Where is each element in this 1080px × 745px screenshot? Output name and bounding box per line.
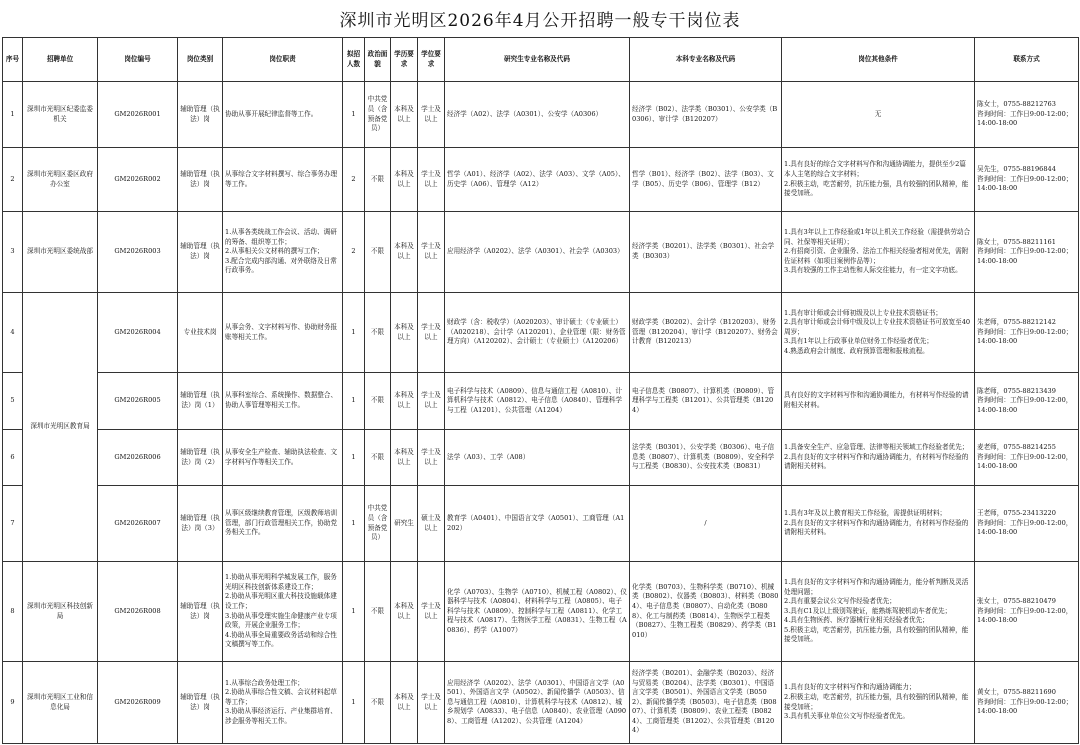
- row-number: 7: [3, 486, 23, 562]
- position-code: GM2026R007: [98, 486, 178, 562]
- position-duty: 从事区级继续教育管理，区级教师培训管理，部门行政管理相关工作，协助党务相关工作。: [223, 486, 343, 562]
- contact-info: 吴先生，0755-88196844 咨询时间：工作日9:00-12:00；14:00-18:00: [975, 148, 1079, 212]
- political-status: 中共党员（含预备党员）: [365, 82, 391, 148]
- header-cell: 岗位职责: [223, 38, 343, 82]
- degree-requirement: 学士及以上: [418, 430, 445, 486]
- political-status: 中共党员（含预备党员）: [365, 486, 391, 562]
- graduate-majors: 教育学（A0401）、中国语言文学（A0501）、工商管理（A1202）: [445, 486, 630, 562]
- graduate-majors: 财政学（含：税收学）（A020203）、审计硕士（专业硕士）（A020218）、会计学（A120201）、企业管理（限：财务管理方向）（A120202）、会计硕士（专业硕士）（A120206）: [445, 293, 630, 373]
- graduate-majors: 应用经济学（A0202）、法学（A0301）、社会学（A0303）: [445, 212, 630, 293]
- degree-requirement: 学士及以上: [418, 373, 445, 430]
- table-row: [3, 148, 1079, 212]
- other-conditions: 无: [782, 82, 975, 148]
- table-header-row: [3, 38, 1079, 82]
- degree-requirement: 学士及以上: [418, 82, 445, 148]
- recruiting-unit: 深圳市光明区纪委监委机关: [23, 82, 98, 148]
- undergraduate-majors: 法学类（B0301）、公安学类（B0306）、电子信息类（B0807）、计算机类（B0809）、安全科学与工程类（B0830）、公安技术类（B0831）: [630, 430, 782, 486]
- row-number: 1: [3, 82, 23, 148]
- position-code: GM2026R005: [98, 373, 178, 430]
- position-duty: 1.协助从事光明科学城发展工作，服务光明区科技创新体系建设工作； 2.协助从事光明区重大科技设施载体建设工作； 3.协助从事受理实施生命健康产业专项政策，开展企业服务工作； 4.协助从事全局重要政务活动和综合性文稿撰写等工作。: [223, 562, 343, 662]
- header-cell: 本科专业名称及代码: [630, 38, 782, 82]
- position-category: 辅助管理（执法）岗: [178, 562, 223, 662]
- undergraduate-majors: 财政学类（B0202）、会计学（B120203）、财务管理（B120204）、审计学（B120207）、财务会计教育（B120213）: [630, 293, 782, 373]
- education-requirement: 本科及以上: [391, 148, 418, 212]
- header-cell: 研究生专业名称及代码: [445, 38, 630, 82]
- hire-count: 1: [343, 82, 365, 148]
- contact-info: 朱老师，0755-88212142 咨询时间：工作日9:00-12:00；14:00-18:00: [975, 293, 1079, 373]
- position-code: GM2026R004: [98, 293, 178, 373]
- table-row: [3, 430, 1079, 486]
- recruiting-unit: 深圳市光明区委区政府办公室: [23, 148, 98, 212]
- header-cell: 学历要求: [391, 38, 418, 82]
- graduate-majors: 电子科学与技术（A0809）、信息与通信工程（A0810）、计算机科学与技术（A0812）、电子信息（A0840）、管理科学与工程（A1201）、公共管理（A1204）: [445, 373, 630, 430]
- education-requirement: 本科及以上: [391, 662, 418, 744]
- recruiting-unit: 深圳市光明区工业和信息化局: [23, 662, 98, 744]
- row-number: 8: [3, 562, 23, 662]
- hire-count: 1: [343, 486, 365, 562]
- position-code: GM2026R001: [98, 82, 178, 148]
- degree-requirement: 学士及以上: [418, 148, 445, 212]
- hire-count: 1: [343, 562, 365, 662]
- other-conditions: 1.具有审计师或会计师初级及以上专业技术资格证书； 2.具有审计师或会计师中级及以上专业技术资格证书可放宽至40周岁； 3.具有1年以上行政事业单位财务工作经验者优先； 4.熟悉政府会计制度、政府预算管理和报账流程。: [782, 293, 975, 373]
- hire-count: 1: [343, 662, 365, 744]
- undergraduate-majors: 经济学（B02）、法学类（B0301）、公安学类（B0306）、审计学（B120207）: [630, 82, 782, 148]
- education-requirement: 本科及以上: [391, 430, 418, 486]
- other-conditions: 1.具有3年及以上教育相关工作经验，需提供证明材料； 2.具有良好的文字材料写作和沟通协调能力，有材料写作经验的请附相关材料。: [782, 486, 975, 562]
- page-title: 深圳市光明区2026年4月公开招聘一般专干岗位表: [339, 11, 741, 31]
- recruitment-table: [2, 37, 1079, 744]
- degree-requirement: 硕士及以上: [418, 486, 445, 562]
- position-duty: 1.从事各类统战工作会议、活动、调研的筹备、组织等工作； 2.从事相关公文材料的撰写工作； 3.配合完成内部沟通、对外联络及日常行政事务。: [223, 212, 343, 293]
- header-cell: 岗位类别: [178, 38, 223, 82]
- other-conditions: 1.具有良好的综合文字材料写作和沟通协调能力，提供至少2篇本人主笔的综合文字材料； 2.积极主动，吃苦耐劳，抗压能力强，具有较强的团队精神，能接受加班。: [782, 148, 975, 212]
- undergraduate-majors: 经济学类（B0201）、金融学类（B0203）、经济与贸易类（B0204）、法学类（B0301）、中国语言文学类（B0501）、外国语言文学类（B0502）、新闻传播学类（B0503）、电子信息类（B0807）、计算机类（B0809）、农业工程类（B0824）、工商管理类（B1202）、公共管理类（B1204）: [630, 662, 782, 744]
- position-category: 辅助管理（执法）岗: [178, 662, 223, 744]
- table-row: [3, 82, 1079, 148]
- position-category: 辅助管理（执法）岗: [178, 212, 223, 293]
- table-row: [3, 562, 1079, 662]
- education-requirement: 本科及以上: [391, 293, 418, 373]
- table-row: [3, 662, 1079, 744]
- recruiting-unit: 深圳市光明区委统战部: [23, 212, 98, 293]
- degree-requirement: 学士及以上: [418, 562, 445, 662]
- position-duty: 从事安全生产检查、辅助执法检查、文字材料写作等相关工作。: [223, 430, 343, 486]
- hire-count: 1: [343, 430, 365, 486]
- hire-count: 1: [343, 373, 365, 430]
- undergraduate-majors: 电子信息类（B0807）、计算机类（B0809）、管理科学与工程类（B1201）、公共管理类（B1204）: [630, 373, 782, 430]
- position-code: GM2026R009: [98, 662, 178, 744]
- political-status: 不限: [365, 148, 391, 212]
- education-requirement: 本科及以上: [391, 562, 418, 662]
- education-requirement: 本科及以上: [391, 82, 418, 148]
- political-status: 不限: [365, 430, 391, 486]
- recruiting-unit: 深圳市光明区教育局: [23, 293, 98, 562]
- table-row: [3, 212, 1079, 293]
- education-requirement: 本科及以上: [391, 212, 418, 293]
- contact-info: 陈老师，0755-88213439 咨询时间：工作日9:00-12:00，14:00-18:00: [975, 373, 1079, 430]
- position-category: 辅助管理（执法）岗（1）: [178, 373, 223, 430]
- row-number: 6: [3, 430, 23, 486]
- hire-count: 2: [343, 148, 365, 212]
- header-cell: 序号: [3, 38, 23, 82]
- education-requirement: 本科及以上: [391, 373, 418, 430]
- row-number: 9: [3, 662, 23, 744]
- header-cell: 拟招人数: [343, 38, 365, 82]
- position-duty: 1.从事综合政务处理工作； 2.协助从事综合性文稿、会议材料起草等工作； 3.协助从事经济运行、产业集群培育、涉企服务等相关工作。: [223, 662, 343, 744]
- row-number: 4: [3, 293, 23, 373]
- position-category: 辅助管理（执法）岗（2）: [178, 430, 223, 486]
- table-row: [3, 293, 1079, 373]
- header-cell: 招聘单位: [23, 38, 98, 82]
- position-duty: 从事会务、文字材料写作、协助财务报账等相关工作。: [223, 293, 343, 373]
- position-duty: 协助从事开展纪律监督等工作。: [223, 82, 343, 148]
- table-row: [3, 373, 1079, 430]
- position-code: GM2026R003: [98, 212, 178, 293]
- political-status: 不限: [365, 293, 391, 373]
- row-number: 5: [3, 373, 23, 430]
- table-row: [3, 486, 1079, 562]
- hire-count: 1: [343, 293, 365, 373]
- other-conditions: 具有良好的文字材料写作和沟通协调能力，有材料写作经验的请附相关材料。: [782, 373, 975, 430]
- education-requirement: 研究生: [391, 486, 418, 562]
- graduate-majors: 化学（A0703）、生物学（A0710）、机械工程（A0802）、仪器科学与技术（A0804）、材料科学与工程（A0805）、电子科学与技术（A0809）、控制科学与工程（A0811）、化学工程与技术（A0817）、生物医学工程（A0831）、生物工程（A0836）、药学（A1007）: [445, 562, 630, 662]
- graduate-majors: 经济学（A02）、法学（A0301）、公安学（A0306）: [445, 82, 630, 148]
- hire-count: 2: [343, 212, 365, 293]
- graduate-majors: 法学（A03）、工学（A08）: [445, 430, 630, 486]
- graduate-majors: 哲学（A01）、经济学（A02）、法学（A03）、文学（A05）、历史学（A06）、管理学（A12）: [445, 148, 630, 212]
- row-number: 2: [3, 148, 23, 212]
- political-status: 不限: [365, 662, 391, 744]
- political-status: 不限: [365, 373, 391, 430]
- other-conditions: 1.具有良好的文字材料写作和沟通协调能力，能分析判断及灵活处理问题； 2.具有重要会议公文写作经验者优先； 3.具有C1及以上级别驾驶证，能熟练驾驶机动车者优先； 4.具有生物医药、医疗器械行业相关经验者优先； 5.积极主动，吃苦耐劳，抗压能力强，具有较强的团队精神，能接受加班。: [782, 562, 975, 662]
- other-conditions: 1.具有3年以上工作经验或1年以上机关工作经验（需提供劳动合同、社保等相关证明）； 2.有招商引资、企业服务、法治工作相关经验者相对优先，需附佐证材料（如项目案例作品等）； 3.具有较强的工作主动性和人际交往能力，有一定文字功底。: [782, 212, 975, 293]
- header-cell: 岗位其他条件: [782, 38, 975, 82]
- degree-requirement: 学士及以上: [418, 293, 445, 373]
- undergraduate-majors: /: [630, 486, 782, 562]
- position-code: GM2026R006: [98, 430, 178, 486]
- position-category: 辅助管理（执法）岗: [178, 148, 223, 212]
- undergraduate-majors: 化学类（B0703）、生物科学类（B0710）、机械类（B0802）、仪器类（B0803）、材料类（B0804）、电子信息类（B0807）、自动化类（B0808）、化工与制药类（B0814）、生物医学工程类（B0827）、生物工程类（B0829）、药学类（B1010）: [630, 562, 782, 662]
- contact-info: 王老师，0755-23413220 咨询时间：工作日9:00-12:00，14:00-18:00: [975, 486, 1079, 562]
- degree-requirement: 学士及以上: [418, 662, 445, 744]
- recruiting-unit: 深圳市光明区科技创新局: [23, 562, 98, 662]
- header-cell: 政治面貌: [365, 38, 391, 82]
- other-conditions: 1.具有良好的文字材料写作和沟通协调能力； 2.积极主动，吃苦耐劳，抗压能力强，具有较强的团队精神，能接受加班； 3.具有机关事业单位公文写作经验者优先。: [782, 662, 975, 744]
- header-cell: 岗位编号: [98, 38, 178, 82]
- political-status: 不限: [365, 562, 391, 662]
- position-code: GM2026R008: [98, 562, 178, 662]
- position-duty: 从事科室综合、系统操作、数据整合、协助人事管理等相关工作。: [223, 373, 343, 430]
- contact-info: 麦老师，0755-88214255 咨询时间：工作日9:00-12:00，14:00-18:00: [975, 430, 1079, 486]
- position-category: 辅助管理（执法）岗: [178, 82, 223, 148]
- contact-info: 陈女士，0755-88211161 咨询时间：工作日9:00-12:00；14:00-18:00: [975, 212, 1079, 293]
- undergraduate-majors: 哲学（B01）、经济学（B02）、法学（B03）、文学（B05）、历史学（B06）、管理学（B12）: [630, 148, 782, 212]
- graduate-majors: 应用经济学（A0202）、法学（A0301）、中国语言文学（A0501）、外国语言文学（A0502）、新闻传播学（A0503）、信息与通信工程（A0810）、计算机科学与技术（A0812）、城乡规划学（A0833）、电子信息（A0840）、农业管理（A0908）、工商管理（A1202）、公共管理（A1204）: [445, 662, 630, 744]
- header-cell: 学位要求: [418, 38, 445, 82]
- contact-info: 张女士，0755-88210479 咨询时间：工作日9:00-12:00，14:00-18:00: [975, 562, 1079, 662]
- position-category: 专业技术岗: [178, 293, 223, 373]
- row-number: 3: [3, 212, 23, 293]
- header-cell: 联系方式: [975, 38, 1079, 82]
- contact-info: 黄女士，0755-88211690 咨询时间：工作日9:00-12:00；14:00-18:00: [975, 662, 1079, 744]
- other-conditions: 1.具备安全生产、应急管理、法律等相关领域工作经验者优先； 2.具有良好的文字材料写作和沟通协调能力，有材料写作经验的请附相关材料。: [782, 430, 975, 486]
- position-category: 辅助管理（执法）岗（3）: [178, 486, 223, 562]
- position-duty: 从事综合文字材料撰写、综合事务办理等工作。: [223, 148, 343, 212]
- undergraduate-majors: 经济学类（B0201）、法学类（B0301）、社会学类（B0303）: [630, 212, 782, 293]
- contact-info: 陈女士，0755-88212763 咨询时间：工作日9:00-12:00；14:00-18:00: [975, 82, 1079, 148]
- degree-requirement: 学士及以上: [418, 212, 445, 293]
- political-status: 不限: [365, 212, 391, 293]
- position-code: GM2026R002: [98, 148, 178, 212]
